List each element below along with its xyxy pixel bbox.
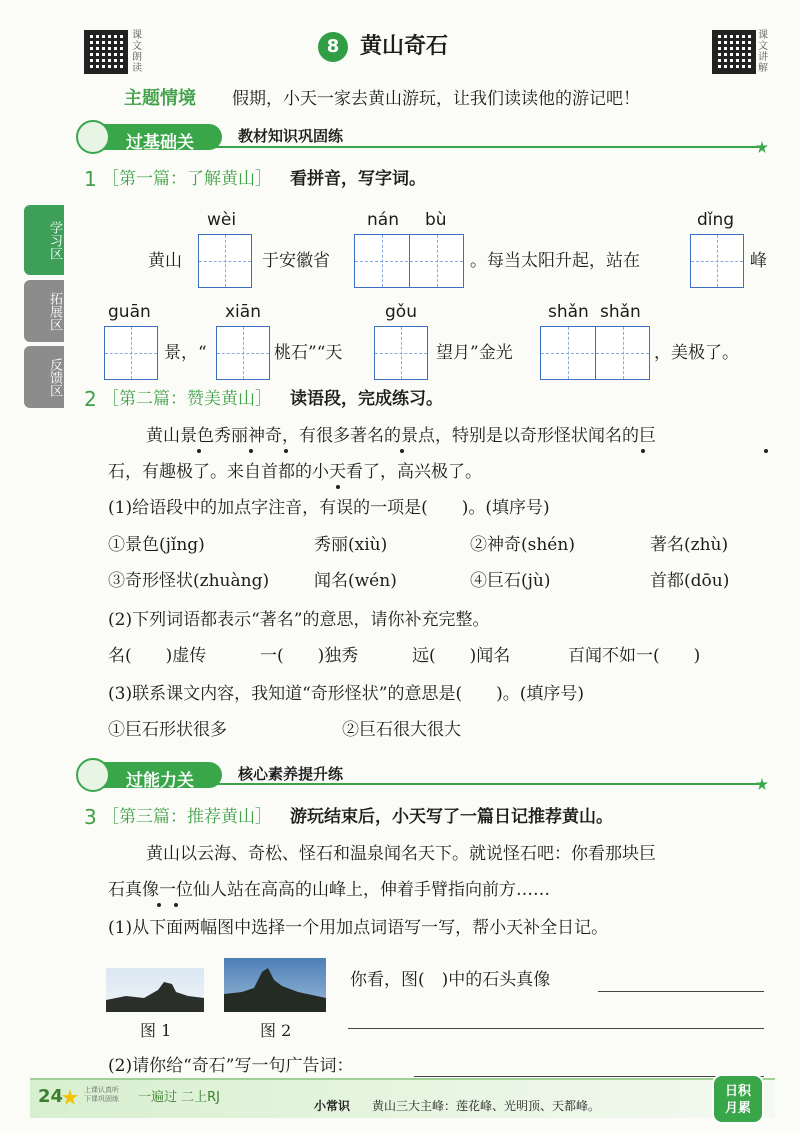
answer-line-2[interactable] [348,1028,764,1029]
q2-passage-line-1: 黄山景色秀丽神奇，有很多著名的景点，特别是以奇形怪状闻名的巨 [146,426,656,446]
q1-text-2: 于安徽省 [262,251,330,271]
mascot-icon [76,758,110,792]
q2-sub2: (2)下列词语都表示“著名”的意思，请你补充完整。 [108,610,490,630]
page-title: 黄山奇石 [360,34,449,59]
emphasis-dot [336,485,340,489]
q2-sub1: (1)给语段中的加点字注音，有误的一项是( )。(填序号) [108,498,550,518]
q1-number: 1 [84,167,97,191]
q3-number: 3 [84,805,97,829]
footer-tiny-line-1: 上课认真听 [84,1086,119,1094]
daily-accumulation-badge [712,1074,764,1124]
pinyin-gou: gǒu [385,302,417,322]
char-box-gou[interactable] [374,326,428,380]
q2-fill-3[interactable]: 远( )闻名 [412,646,511,666]
book-label: 一遍过 二上RJ [138,1090,220,1105]
q2-fill-2[interactable]: 一( )独秀 [260,646,359,666]
q3-sub2: (2)请你给“奇石”写一句广告词： [108,1056,354,1076]
badge-line-2: 月累 [724,1101,751,1116]
qr-left-label: 课文朗读 [132,30,142,74]
q1-text-8: ，美极了。 [654,343,739,363]
emphasis-dot [157,903,161,907]
q3-tag: ［第三篇：推荐黄山］ [102,807,272,827]
q2-option-3b: 闻名(wén) [314,571,397,591]
char-box-nanbu[interactable] [354,234,464,288]
char-box-guan[interactable] [104,326,158,380]
tip-label: 小常识 [314,1099,351,1113]
footer-tiny-line-2: 下课巩固练 [84,1095,119,1103]
q1-text-7: 望月”金光 [436,343,513,363]
q2-option3-2: ②巨石很大很大 [342,720,461,740]
emphasis-dot [764,449,768,453]
section1-title: 过基础关 [82,124,222,150]
theme-text: 假期，小天一家去黄山游玩，让我们读读他的游记吧！ [232,89,640,109]
tip-text: 黄山三大主峰：莲花峰、光明顶、天都峰。 [372,1099,601,1113]
section2-divider [200,783,764,785]
q2-passage-line-2: 石，有趣极了。来自首都的小天看了，高兴极了。 [108,462,482,482]
q2-tag: ［第二篇：赞美黄山］ [102,389,272,409]
qr-code-left[interactable] [84,30,128,74]
char-box-xian[interactable] [216,326,270,380]
pinyin-shan-1: shǎn [548,302,589,322]
side-tab-study[interactable]: 学习区 [24,205,64,275]
qr-right-label: 课文讲解 [758,30,768,74]
footer-tiny-text [84,1086,119,1104]
q2-option-2b: 著名(zhù) [650,535,729,555]
mascot-icon [76,120,110,154]
q2-fill-4[interactable]: 百闻不如一( ) [568,646,701,666]
badge-line-1: 日积 [724,1084,751,1099]
pinyin-ding: dǐng [697,210,735,230]
emphasis-dot [400,449,404,453]
q2-number: 2 [84,387,97,411]
char-box-shanshan[interactable] [540,326,650,380]
qr-code-right[interactable] [712,30,756,74]
figure-2-caption: 图 2 [260,1021,292,1040]
emphasis-dot [641,449,645,453]
pinyin-nan: nán [367,210,399,230]
q2-option-4b: 首都(dōu) [650,571,730,591]
pinyin-wei: wèi [207,210,237,230]
q2-option-1: ①景色(jǐng) [108,535,205,555]
answer-line-3[interactable] [414,1076,764,1077]
q3-sub1: (1)从下面两幅图中选择一个用加点词语写一写，帮小天补全日记。 [108,918,609,938]
page-number: 24 [38,1086,64,1107]
q1-text-5: 景，“ [164,343,207,363]
q2-option3-1: ①巨石形状很多 [108,720,227,740]
rock-photo-2[interactable] [224,958,326,1012]
q3-passage-line-2: 石真像一位仙人站在高高的山峰上，伸着手臂指向前方…… [108,880,550,900]
q1-instruction: 看拼音，写字词。 [290,169,426,189]
char-box-wei[interactable] [198,234,252,288]
q1-text-3: 。每当太阳升起，站在 [470,251,640,271]
section2-title: 过能力关 [82,762,222,788]
pinyin-bu: bù [425,210,447,230]
q3-instruction: 游玩结束后，小天写了一篇日记推荐黄山。 [290,807,613,827]
rock-photo-1[interactable] [106,968,204,1012]
theme-label: 主题情境 [124,88,196,109]
q1-tag: ［第一篇：了解黄山］ [102,169,272,189]
char-box-ding[interactable] [690,234,744,288]
q2-sub3: (3)联系课文内容，我知道“奇形怪状”的意思是( )。(填序号) [108,684,584,704]
q2-option-2: ②神奇(shén) [470,535,575,555]
emphasis-dot [197,449,201,453]
side-tab-feedback[interactable]: 反馈区 [24,346,64,408]
pinyin-shan-2: shǎn [600,302,641,322]
pinyin-xian: xiān [225,302,261,322]
q1-text-1: 黄山 [148,251,182,271]
emphasis-dot [174,903,178,907]
section1-divider [200,146,764,148]
emphasis-dot [249,449,253,453]
lesson-number-badge: 8 [318,32,348,62]
q2-option-4: ④巨石(jù) [470,571,551,591]
pinyin-guan: guān [108,302,151,322]
q2-option-1b: 秀丽(xiù) [314,535,388,555]
figure-1-caption: 图 1 [140,1021,172,1040]
q2-option-3: ③奇形怪状(zhuàng) [108,571,270,591]
q3-passage-line-1: 黄山以云海、奇松、怪石和温泉闻名天下。就说怪石吧：你看那块巨 [146,844,656,864]
q3-write-prompt: 你看，图( )中的石头真像 [350,970,551,990]
side-tab-extend[interactable]: 拓展区 [24,280,64,342]
q1-text-6: 桃石”“天 [274,343,343,363]
q2-instruction: 读语段，完成练习。 [290,389,443,409]
q1-text-4: 峰 [750,251,767,271]
section2-subtitle: 核心素养提升练 [238,765,344,783]
q2-fill-1[interactable]: 名( )虚传 [108,646,207,666]
answer-line-1[interactable] [598,991,764,992]
section1-subtitle: 教材知识巩固练 [238,127,344,145]
emphasis-dot [284,449,288,453]
